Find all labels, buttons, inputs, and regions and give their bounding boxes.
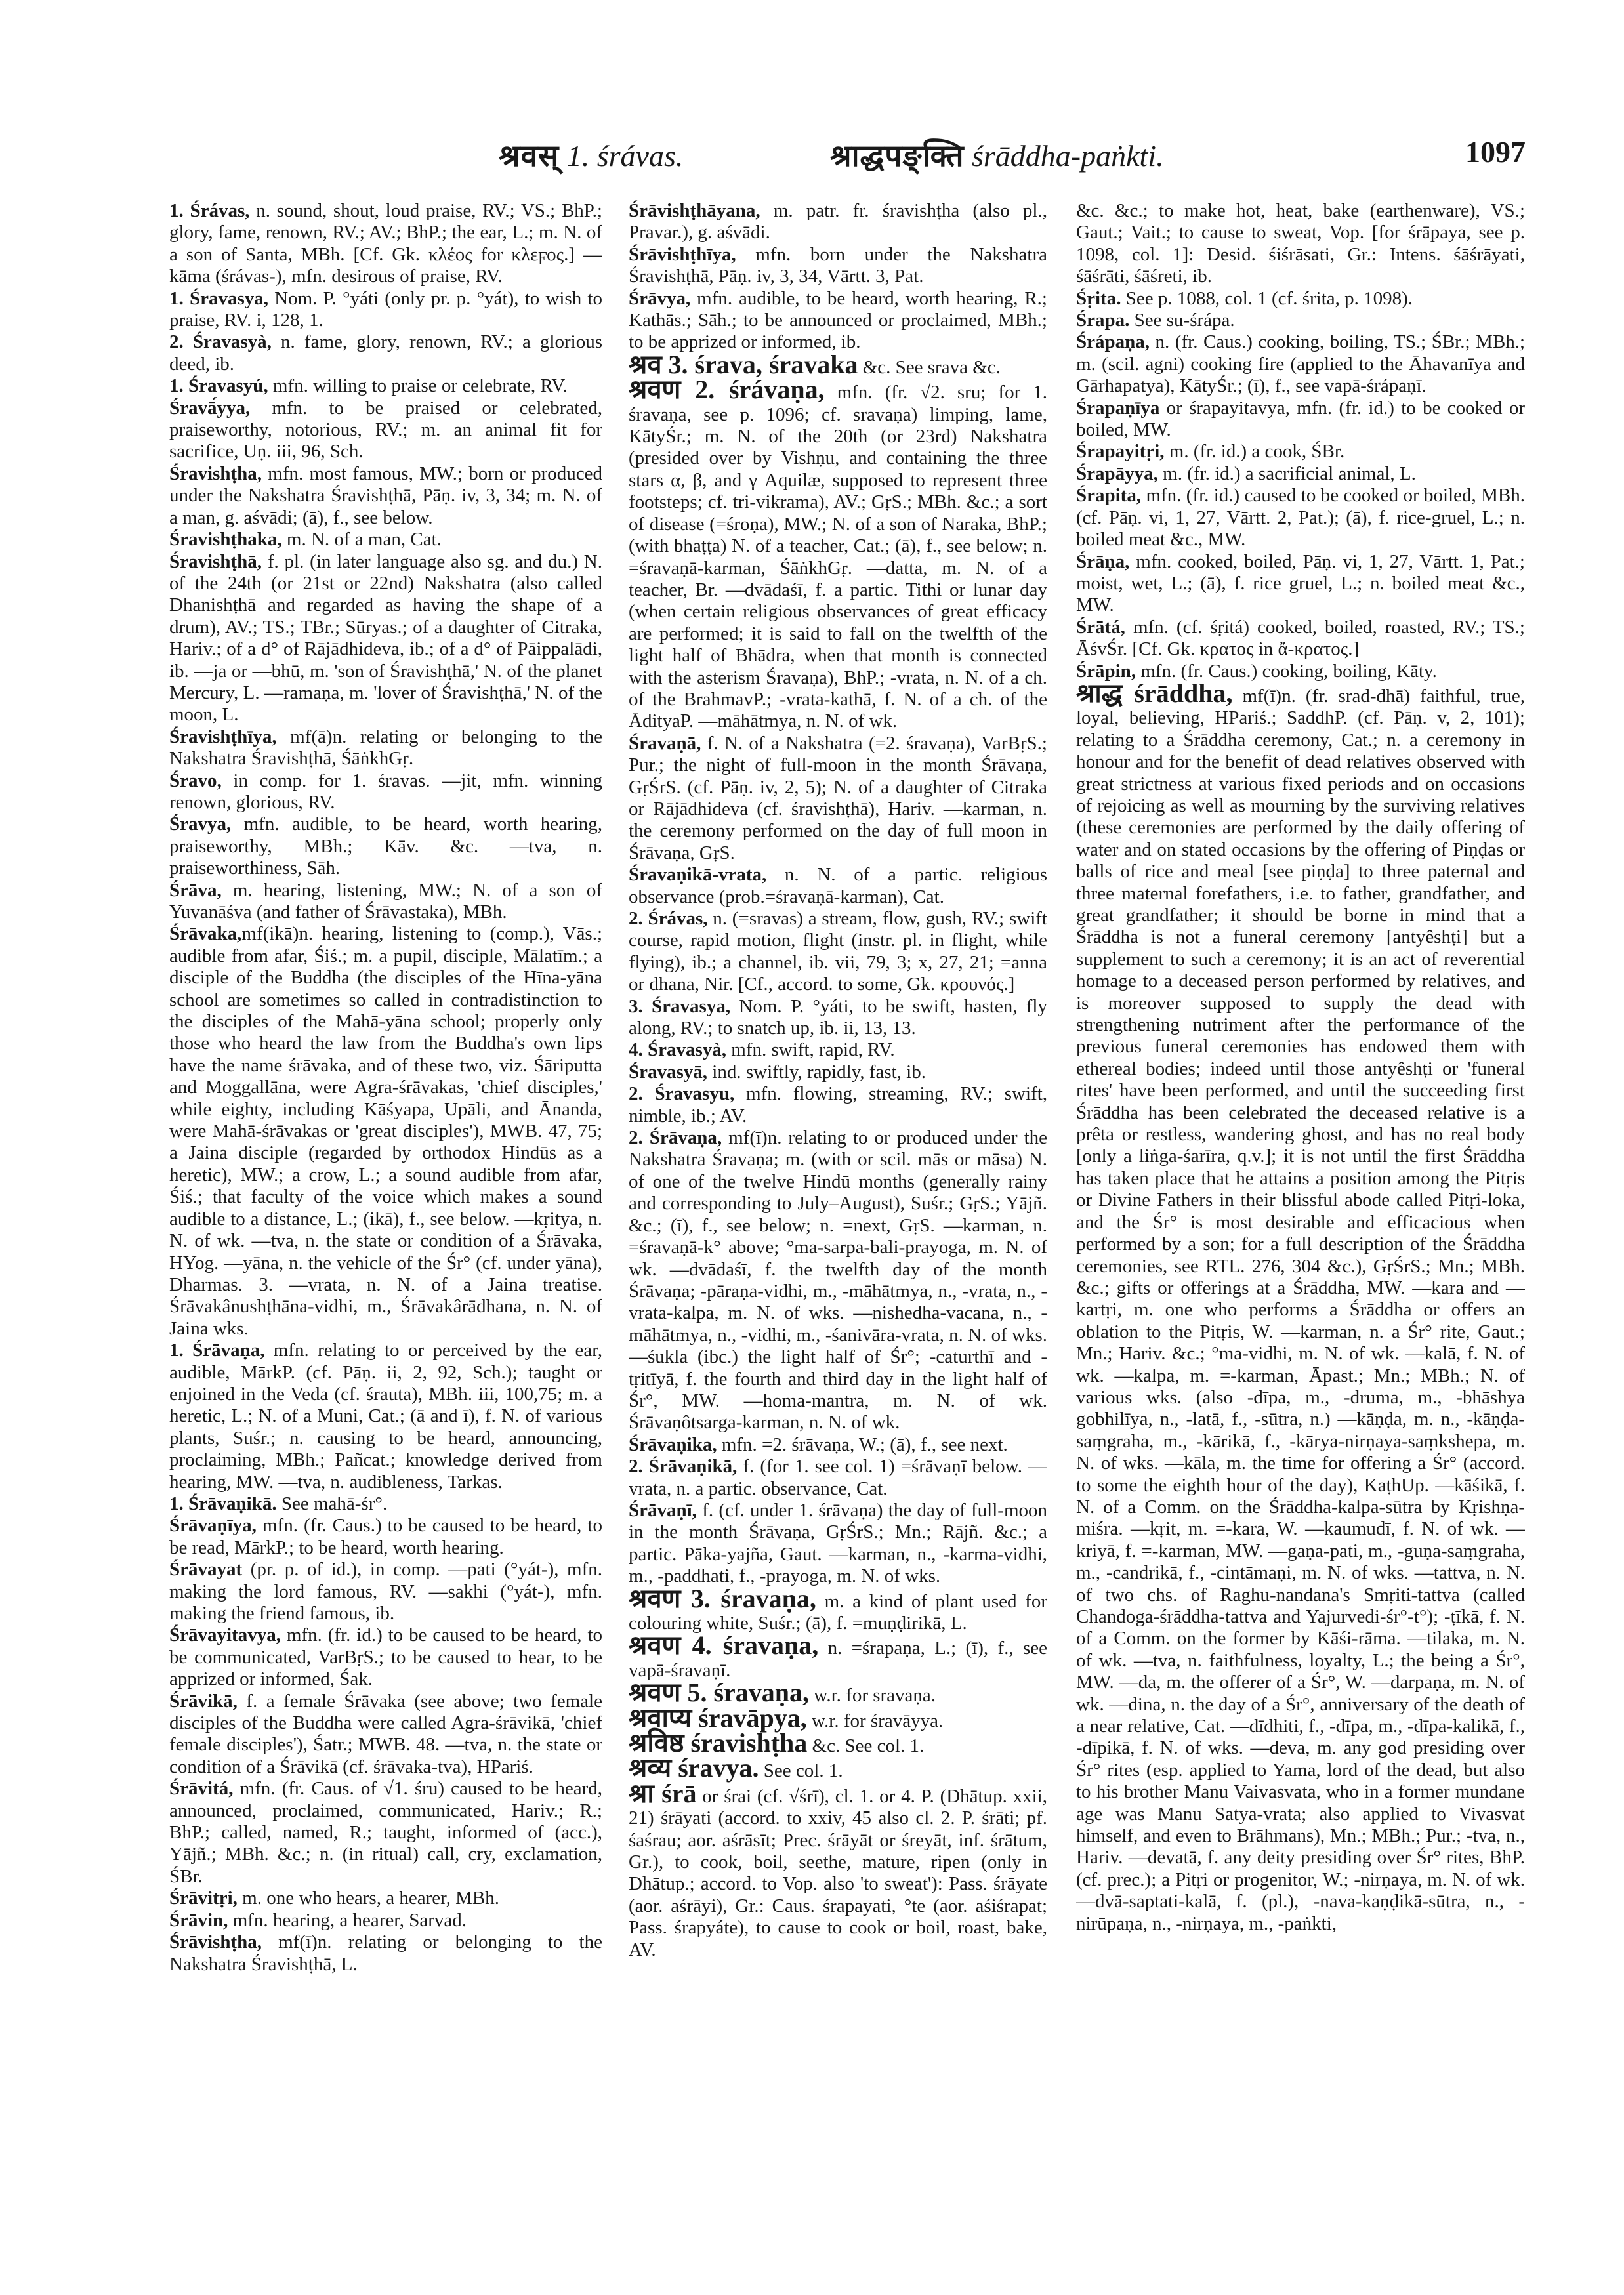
entry-headword: Śṛita.: [1076, 287, 1121, 309]
entry-headword: श्रव 3. śrava, śravaka: [629, 349, 858, 379]
entry-definition: mf(ī)n. (fr. srad-dhā) faithful, true, loyal, believing, HPariś.; SaddhP. (cf. Pāṇ. v, 2, 101); relating to a Śrāddha ceremony, Cat.; n. a ceremony in honour and for the benefit of dead relatives observed with great strictness at various fixed periods and on occasions of rejoicing as well as mourning by the surviving relatives (these ceremonies are performed by the daily offering of water and on stated occasions by the offering of Piṇḍas or balls of rice and meal [see piṇḍa] to three paternal and three maternal forefathers, i.e. to father, grandfather, and great grandfather; it should be borne in mind that a Śrāddha is not a funeral ceremony [antyêshṭi] but a supplement to such a ceremony; it is an act of reverential homage to a deceased person performed by relatives, and is moreover supposed to supply the dead with strengthening nutriment after the performance of the previous funeral ceremonies has endowed them with ethereal bodies; indeed until those antyêshṭi or 'funeral rites' have been performed, and until the succeeding first Śrāddha has been celebrated the deceased relative is a prêta or restless, wandering ghost, and has no real body [only a liṅga-śarīra, q.v.]; it is not until the first Śrāddha has taken place that he attains a position among the Pitṛis or Divine Fathers in their blissful abode called Pitṛi-loka, and the Śr° is most desirable and efficacious when performed by a son; for a full description of the Śrāddha ceremonies, see RTL. 276, 304 &c.), GṛŚrS.; Mn.; MBh. &c.; gifts or offerings at a Śrāddha, MW. —kara and —kartṛi, m. one who performs a Śrāddha or offers an oblation to the Pitṛis, W. —karman, n. a Śr° rite, Gaut.; Mn.; Hariv. &c.; °ma-vidhi, m. N. of wk. —kalā, f. N. of wk. —kalpa, m. =-karman, Āpast.; Mn.; MBh.; N. of various wks. (also -dīpa, m., -druma, m., -bhāshya gobhilīya, n., -latā, f., -sūtra, n.) —kāṇḍa, m. n., -kāṇḍa-saṃgraha, m., -kārikā, f., -kārya-nirṇaya-saṃkshepa, m. N. of wks. —kāla, m. the time for offering a Śr° (accord. to some the eighth hour of the day), KaṭhUp. —kāśikā, f. N. of a Comm. on the Śrāddha-kalpa-sūtra by Kṛishṇa-miśra. —kṛit, m. =-kara, W. —kaumudī, f. N. of wk. —kriyā, f. =-karman, MW. —gaṇa-pati, m., -guṇa-saṃgraha, m., -candrikā, f., -cintāmaṇi, m. N. of wks. —tattva, n. N. of two chs. of Raghu-nandana's Smṛiti-tattva (called Chandoga-śrāddha-tattva and Yajurvedi-śr°-t°); -ṭīkā, f. N. of a Comm. on the former by Kāśi-rāma. —tilaka, m. N. of wk. —tva, n. faithfulness, loyalty, L.; the being a Śr°, MW. —da, m. the offerer of a Śr°, W. —darpaṇa, m. N. of wk. —dina, n. the day of a Śr°, anniversary of the death of a near relative, Cat. —dīdhiti, f., -dīpa, m., -dīpa-kalikā, f., -dīpikā, f. N. of wks. —deva, m. any god presiding over Śr° rites (esp. applied to Yama, lord of the dead, but also to his brother Manu Vaivasvata, who in a former mundane age was Manu Satya-vrata; also applied to Vivasvat himself, and even to Brāhmans), Mn.; MBh.; Pur.; -tva, n., Hariv. —devatā, f. any deity presiding over Śr° rites, BhP. (cf. prec.); a Pitṛi or progenitor, W.; -nirṇaya, m. N. of wk. —dvā-saptati-kalā, f. (pl.), -nava-kaṇḍikā-sūtra, n., -nirūpaṇa, n., -nirṇaya, m., -paṅkti,: [1076, 685, 1525, 1934]
entry-definition: mf(ī)n. relating to or produced under the Nakshatra Śravaṇa; m. (with or scil. mās or māsa) N. of one of the twelve Hindū months (generally rainy and corresponding to July–August), Suśr.; GṛS.; Yājñ. &c.; (ī), f., see below; n. =next, GṛS. —karman, n. =śravaṇā-k° above; °ma-sarpa-bali-prayoga, m. N. of wk. —dvādaśī, f. the twelfth day of the month Śrāvaṇa; -pāraṇa-vidhi, m., -māhātmya, n., -vrata, n., -vrata-kalpa, m. N. of wks. —nishedha-vacana, n., -māhātmya, n., -vidhi, m., -śanivāra-vrata, n. N. of wks. —śukla (ibc.) the light half of Śr°; -caturthī and -tṛitīyā, f. the fourth and third day in the light half of Śr°, MW. —homa-mantra, m. N. of wk. Śrāvaṇôtsarga-karman, n. N. of wk.: [629, 1127, 1047, 1434]
entry-definition: m. (fr. id.) a cook, ŚBr.: [1164, 441, 1345, 463]
entry-definition: mfn. willing to praise or celebrate, RV.: [268, 375, 568, 397]
header-right-devanagari: श्राद्धपङ्क्ति: [830, 139, 965, 173]
dictionary-entry: [629, 1062, 1047, 1083]
header-left-headword: [499, 134, 683, 175]
entry-headword: Śrāvayitavya,: [169, 1624, 281, 1646]
entry-headword: Śravishṭhaka,: [169, 529, 282, 550]
dictionary-entry: [1076, 398, 1525, 442]
entry-definition: n. N. of a partic. religious observance (prob.=śravaṇā-karman), Cat.: [629, 864, 1047, 907]
dictionary-entry: [1076, 200, 1525, 288]
entry-headword: Śrāvishṭhāyana,: [629, 200, 760, 221]
entry-definition: (pr. p. of id.), in comp. —pati (°yát-), mfn. making the lord famous, RV. —sakhi (°yát-), mfn. making the friend famous, ib.: [169, 1559, 602, 1624]
dictionary-entry: [169, 1340, 602, 1493]
header-right-headword: [830, 134, 1164, 175]
entry-definition: w.r. for sravaṇa.: [809, 1685, 936, 1706]
dictionary-entry: [629, 996, 1047, 1040]
entry-headword: Śrāvya,: [629, 287, 691, 309]
entry-definition: m. one who hears, a hearer, MBh.: [237, 1888, 499, 1909]
entry-headword: Śrāvishṭha,: [169, 1932, 262, 1953]
entry-headword: श्राद्ध śrāddha,: [1076, 678, 1233, 708]
entry-definition: See su-śrápa.: [1129, 310, 1235, 331]
entry-definition: n. =śrapaṇa, L.; (ī), f., see vapā-śravaṇī.: [629, 1638, 1047, 1681]
dictionary-entry: [629, 1500, 1047, 1588]
dictionary-entry: [629, 1630, 1047, 1682]
entry-definition: f. (for 1. see col. 1) =śrāvaṇī below. —vrata, n. a partic. observance, Cat.: [629, 1456, 1047, 1499]
dictionary-entry: [629, 200, 1047, 244]
entry-headword: Śravasyā,: [629, 1061, 708, 1083]
entry-headword: Śrapāyya,: [1076, 463, 1158, 484]
dictionary-entry: [629, 1583, 1047, 1635]
entry-headword: Śrātá,: [1076, 616, 1125, 638]
dictionary-entry: [629, 288, 1047, 354]
entry-definition: in comp. for 1. śravas. —jit, mfn. winning renown, glorious, RV.: [169, 770, 602, 813]
entry-definition: m. (fr. id.) a sacrificial animal, L.: [1157, 463, 1416, 484]
dictionary-entry: [169, 1515, 602, 1559]
entry-definition: mf(ā)n. relating or belonging to the Nakshatra Śravishṭhā, ŚāṅkhGṛ.: [169, 726, 602, 770]
dictionary-entry: [169, 375, 602, 397]
entry-definition: n. fame, glory, renown, RV.; a glorious deed, ib.: [169, 331, 602, 375]
entry-headword: श्रव्य śravya.: [629, 1753, 759, 1783]
entry-headword: Śravya,: [169, 814, 232, 835]
entry-definition: m. hearing, listening, MW.; N. of a son of Yuvanāśva (and father of Śrāvastaka), MBh.: [169, 879, 602, 922]
dictionary-entry: [169, 726, 602, 770]
dictionary-entry: [169, 880, 602, 924]
entry-headword: Śravaṇikā-vrata,: [629, 864, 767, 886]
entry-definition: mfn. (fr. Caus. of √1. śru) caused to be heard, announced, proclaimed, communicated, Hariv.; R.; BhP.; called, named, R.; taught, informed of (acc.), Yājñ.; MBh. &c.; n. (in ritual) call, cry, exclamation, ŚBr.: [169, 1778, 602, 1887]
entry-definition: Nom. P. °yáti (only pr. p. °yát), to wish to praise, RV. i, 128, 1.: [169, 287, 602, 331]
entry-headword: Śrāva,: [169, 879, 222, 901]
dictionary-entry: [1076, 463, 1525, 485]
entry-headword: श्रवण 4. śravaṇa,: [629, 1630, 819, 1661]
entry-headword: 1. Śrávas,: [169, 200, 250, 221]
entry-definition: or śrai (cf. √śrī), cl. 1. or 4. P. (Dhātup. xxii, 21) śrāyati (accord. to xxiv, 45 also cl. 2. P. śrāti; pf. śaśrau; aor. aśrāsīt; Prec. śrāyāt or śreyāt, inf. śrātum, Gr.), to cook, boil, seethe, mature, ripen (only in Dhātup.; accord. to Vop. also 'to sweat'): Pass. śrāyate (aor. aśrāyi), Gr.: Caus. śrapayati, °te (aor. aśiśrapat; Pass. śrapyáte), to cause to cook or boil, roast, bake, AV.: [629, 1785, 1047, 1960]
entry-headword: Śrāvitṛi,: [169, 1888, 238, 1909]
entry-headword: श्रा śrā: [629, 1778, 697, 1808]
entry-headword: श्रवण 3. śravaṇa,: [629, 1583, 816, 1613]
entry-definition: n. sound, shout, loud praise, RV.; VS.; BhP.; glory, fame, renown, RV.; AV.; BhP.; the ear, L.; m. N. of a son of Santa, MBh. [Cf. Gk. κλέος for κλεϝος.] —kāma (śrávas-), mfn. desirous of praise, RV.: [169, 200, 602, 287]
dictionary-entry: [169, 1493, 602, 1515]
dictionary-entry: [169, 1778, 602, 1888]
dictionary-entry: [169, 529, 602, 550]
entry-headword: 3. Śravasya,: [629, 995, 731, 1017]
header-left-translit: 1. śrávas.: [566, 139, 684, 173]
dictionary-entry: [1076, 485, 1525, 550]
dictionary-entry: [1076, 288, 1525, 310]
dictionary-entry: [629, 864, 1047, 908]
entry-definition: mfn. born under the Nakshatra Śravishṭhā, Pāṇ. iv, 3, 34, Vārtt. 3, Pat.: [629, 243, 1047, 287]
entry-definition: &c. See col. 1.: [807, 1735, 925, 1757]
page-number: 1097: [1465, 135, 1526, 169]
dictionary-entry: [1076, 310, 1525, 331]
dictionary-entry: [169, 1910, 602, 1932]
dictionary-entry: [169, 200, 602, 288]
dictionary-entry: [169, 814, 602, 879]
entry-headword: श्रविष्ठ śravishṭha: [629, 1728, 808, 1758]
entry-definition: mfn. =2. śrāvaṇa, W.; (ā), f., see next.: [717, 1434, 1008, 1455]
entry-headword: 4. Śravasyà,: [629, 1039, 727, 1061]
entry-definition: mfn. relating to or perceived by the ear, audible, MārkP. (cf. Pāṇ. ii, 2, 92, Sch.); taught or enjoined in the Veda (cf. śrauta), MBh. iii, 100,75; m. a heretic, L.; N. of a Muni, Cat.; (ā and ī), f. N. of various plants, Suśr.; n. causing to be heard, announcing, proclaiming, MBh.; Pañcat.; knowledge derived from hearing, MW. —tva, n. audibleness, Tarkas.: [169, 1340, 602, 1493]
entry-definition: n. (fr. Caus.) cooking, boiling, TS.; ŚBr.; MBh.; m. (scil. agni) cooking fire (applied to the Āhavanīya and Gārhapatya), KātyŚr.; (ī), f., see vapā-śrápaṇī.: [1076, 331, 1525, 397]
dictionary-entry: [1076, 331, 1525, 397]
dictionary-entry: [629, 1039, 1047, 1061]
entry-definition: mf(ikā)n. hearing, listening to (comp.), Vās.; audible from afar, Śiś.; m. a pupil, disciple, Mālatīm.; a disciple of the Buddha (the disciples of the Hīna-yāna school are sometimes so called in contradistinction to the disciples of the Mahā-yāna school; properly only those who heard the law from the Buddha's own lips have the name śrāvaka, and of these two, viz. Śāriputta and Moggallāna, were Agra-śrāvakas, 'chief disciples,' while eighty, including Kāśyapa, Upāli, and Ānanda, were Mahā-śrāvakas or 'great disciples'), MWB. 47, 75; a Jaina disciple (regarded by orthodox Hindūs as a heretic), MW.; a crow, L.; a sound audible from afar, Śiś.; that faculty of the voice which makes a sound audible to a distance, L.; (ikā), f., see below. —kṛitya, n. N. of wk. —tva, n. the state or condition of a Śrāvaka, HYog. —yāna, n. the vehicle of the Śr° (cf. under yāna), Dharmas. 3. —vrata, n. N. of a Jaina treatise. Śrāvakânushṭhāna-vidhi, m., Śrāvakârādhana, n. N. of Jaina wks.: [169, 923, 602, 1339]
entry-headword: Śrāvaka,: [169, 923, 242, 945]
entry-headword: 2. Śravasyà,: [169, 331, 272, 353]
entry-definition: n. (=sravas) a stream, flow, gush, RV.; swift course, rapid motion, flight (instr. pl. in flight, while flying), ib.; a channel, ib. vii, 79, 3; x, 27, 21; =anna or dhana, Nir. [Cf., accord. to some, Gk. κρουνός.]: [629, 908, 1047, 995]
dictionary-entry: [169, 923, 602, 1340]
dictionary-entry: [169, 331, 602, 375]
entry-definition: mfn. (fr. Caus.) to be caused to be heard, to be read, MārkP.; to be heard, worth hearing.: [169, 1515, 602, 1558]
dictionary-entry: [169, 288, 602, 332]
dictionary-entry: [1076, 678, 1525, 1935]
entry-definition: mfn. cooked, boiled, Pāṇ. vi, 1, 27, Vārtt. 1, Pat.; moist, wet, L.; (ā), f. rice gruel, L.; n. boiled meat &c., MW.: [1076, 550, 1525, 616]
dictionary-entry: [629, 244, 1047, 288]
entry-headword: Śrāvayat: [169, 1559, 243, 1581]
dictionary-entry: [169, 551, 602, 726]
entry-definition: mfn. audible, to be heard, worth hearing, R.; Kathās.; Sāh.; to be announced or proclaimed, MBh.; to be apprized or informed, ib.: [629, 287, 1047, 353]
entry-definition: mfn. (cf. śṛitá) cooked, boiled, roasted, RV.; TS.; ĀśvŚr. [Cf. Gk. κρατος in ἄ-κρατος.]: [1076, 616, 1525, 660]
entry-headword: 1. Śrāvaṇikā.: [169, 1493, 277, 1514]
dictionary-entry: [169, 398, 602, 463]
entry-headword: 1. Śrāvaṇa,: [169, 1340, 265, 1361]
entry-headword: Śravishṭha,: [169, 463, 262, 484]
dictionary-entry: [169, 1888, 602, 1909]
entry-definition: See col. 1.: [759, 1760, 843, 1782]
entry-headword: Śravo,: [169, 770, 222, 791]
entry-definition: &c. &c.; to make hot, heat, bake (earthenware), VS.; Gaut.; Vait.; to cause to sweat, Vop. [for śrāpaya, see p. 1098, col. 1]: Desid. śiśrāsati, Gr.: Intens. śāśrāyati, śāśrāti, śāśreti, ib.: [1076, 200, 1525, 287]
dictionary-entry: [629, 908, 1047, 996]
entry-definition: mf(ī)n. relating or belonging to the Nakshatra Śravishṭhā, L.: [169, 1932, 602, 1975]
entry-headword: 2. Śrāvaṇa,: [629, 1127, 722, 1149]
entry-headword: Śrapayitṛi,: [1076, 441, 1165, 463]
dictionary-entry: [629, 1127, 1047, 1434]
entry-headword: Śrapaṇīya: [1076, 397, 1160, 419]
entry-headword: Śrāvitá,: [169, 1778, 234, 1800]
entry-headword: श्रवाप्य śravāpya,: [629, 1703, 807, 1733]
entry-definition: m. a kind of plant used for colouring white, Suśr.; (ā), f. =muṇḍirikā, L.: [629, 1590, 1047, 1634]
entry-headword: Śrāpin,: [1076, 660, 1136, 682]
entry-definition: mfn. hearing, a hearer, Sarvad.: [228, 1909, 467, 1931]
entry-definition: w.r. for śravāyya.: [806, 1710, 944, 1731]
entry-headword: 1. Śravasya,: [169, 287, 268, 309]
entry-definition: mfn. (fr. √2. sru; for 1. śravaṇa, see p. 1096; cf. sravaṇa) limping, lame, KātyŚr.; m. N. of the 20th (or 23rd) Nakshatra (presided over by Vishṇu, and containing the three stars α, β, and γ Aquilæ, supposed to represent three footsteps; cf. tri-vikrama), AV.; GṛS.; MBh. &c.; a sort of disease (=śroṇa), MW.; N. of a son of Naraka, BhP.; (with bhaṭṭa) N. of a teacher, Cat.; (ā), f., see below; n. =śravaṇā-karman, ŚāṅkhGṛ. —datta, m. N. of a teacher, Br. —dvādaśī, f. a partic. Tithi or lunar day (when certain religious observances of great efficacy are performed; it is said to fall on the twelfth of the light half of Bhādra, when that month is connected with the asterism Śravaṇa), BhP.; -vrata, n. N. of a ch. of the BrahmavP.; -vrata-kathā, f. N. of a ch. of the ĀdityaP. —māhātmya, n. N. of wk.: [629, 382, 1047, 732]
header-left-devanagari: श्रवस्: [499, 139, 560, 173]
entry-definition: mfn. (fr. Caus.) cooking, boiling, Kāty.: [1136, 660, 1437, 682]
entry-definition: mfn. flowing, streaming, RV.; swift, nimble, ib.; AV.: [629, 1083, 1047, 1127]
entry-definition: m. N. of a man, Cat.: [281, 529, 442, 550]
dictionary-entry: [629, 733, 1047, 864]
entry-headword: Śravishṭhīya,: [169, 726, 277, 747]
entry-definition: mfn. (fr. id.) caused to be cooked or boiled, MBh. (cf. Pāṇ. vi, 1, 27, Vārtt. 2, Pat.); (ā), f. rice-gruel, L.; n. boiled meat &c., MW.: [1076, 485, 1525, 550]
entry-headword: 2. Śravasyu,: [629, 1083, 735, 1105]
entry-headword: Śravā́yya,: [169, 397, 251, 419]
entry-definition: mfn. most famous, MW.; born or produced under the Nakshatra Śravishṭhā, Pāṇ. iv, 3, 34; m. N. of a man, g. aśvādi; (ā), f., see below.: [169, 463, 602, 528]
entry-definition: f. N. of a Nakshatra (=2. śravaṇa), VarBṛS.; Pur.; the night of full-moon in the month Śrāvaṇa, GṛŚrS. (cf. Pāṇ. iv, 2, 5); N. of a daughter of Citraka or Rājādhideva (cf. śravishṭhā), Hariv. —karman, n. the ceremony performed on the day of full moon in Śrāvaṇa, GṛS.: [629, 732, 1047, 863]
entry-headword: 2. Śrāvaṇikā,: [629, 1456, 738, 1478]
entry-definition: Nom. P. °yáti, to be swift, hasten, fly along, RV.; to snatch up, ib. ii, 13, 13.: [629, 995, 1047, 1039]
entry-headword: Śrāvaṇika,: [629, 1434, 717, 1455]
entry-headword: Śrapa.: [1076, 310, 1130, 331]
entry-definition: mfn. audible, to be heard, worth hearing, praiseworthy, MBh.; Kāv. &c. —tva, n. praiseworthiness, Sāh.: [169, 814, 602, 879]
entry-headword: श्रवण 2. śrávaṇa,: [629, 375, 825, 405]
entry-headword: 2. Śrávas,: [629, 908, 708, 929]
entry-headword: Śrāvaṇīya,: [169, 1515, 257, 1537]
dictionary-entry: [629, 375, 1047, 733]
entry-definition: or śrapayitavya, mfn. (fr. id.) to be cooked or boiled, MW.: [1076, 397, 1525, 441]
entry-definition: mfn. swift, rapid, RV.: [726, 1039, 895, 1061]
entry-headword: Śravaṇā,: [629, 732, 701, 754]
dictionary-entry: [629, 1083, 1047, 1127]
dictionary-entry: [629, 1434, 1047, 1456]
dictionary-entry: [169, 463, 602, 529]
dictionary-entry: [629, 1778, 1047, 1961]
entry-headword: Śrāvishṭhīya,: [629, 243, 736, 265]
dictionary-entry: [169, 1559, 602, 1624]
entry-definition: m. patr. fr. śravishṭha (also pl., Pravar.), g. aśvādi.: [629, 200, 1047, 243]
column-2: [629, 200, 1047, 2267]
entry-definition: f. a female Śrāvaka (see above; two female disciples of the Buddha were called Agra-śrāvikā, 'chief female disciples'), Śatr.; MWB. 48. —tva, n. the state or condition of a Śrāvikā (cf. śrāvaka-tva), HPariś.: [169, 1690, 602, 1777]
entry-definition: f. (cf. under 1. śrāvaṇa) the day of full-moon in the month Śrāvaṇa, GṛŚrS.; Mn.; Rājñ. &c.; a partic. Pāka-yajña, Gaut. —karman, n., -karma-vidhi, m., -paddhati, f., -prayoga, m. N. of wks.: [629, 1499, 1047, 1587]
entry-definition: mfn. (fr. id.) to be caused to be heard, to be communicated, VarBṛS.; to be caused to hear, to be apprized or informed, Śak.: [169, 1624, 602, 1690]
entry-definition: mfn. to be praised or celebrated, praiseworthy, notorious, RV.; m. an animal fit for sacrifice, Uṇ. iii, 96, Sch.: [169, 397, 602, 463]
entry-headword: Śravishṭhā,: [169, 550, 262, 572]
entry-definition: See p. 1088, col. 1 (cf. śrita, p. 1098).: [1121, 287, 1413, 309]
dictionary-entry: [169, 1932, 602, 1975]
entry-definition: See mahā-śr°.: [276, 1493, 388, 1514]
entry-definition: &c. See srava &c.: [858, 356, 1001, 378]
entry-headword: 1. Śravasyú,: [169, 375, 268, 397]
entry-headword: Śrāvaṇī,: [629, 1499, 697, 1521]
header-right-translit: śrāddha-paṅkti.: [971, 139, 1164, 173]
dictionary-entry: [1076, 441, 1525, 463]
column-3: [1076, 200, 1525, 2267]
entry-definition: ind. swiftly, rapidly, fast, ib.: [707, 1061, 926, 1083]
entry-headword: Śrāṇa,: [1076, 550, 1130, 572]
dictionary-entry: [1076, 617, 1525, 661]
entry-headword: Śrapita,: [1076, 485, 1142, 507]
entry-headword: Śrāvikā,: [169, 1690, 238, 1712]
column-1: [169, 200, 602, 2267]
dictionary-entry: [629, 1456, 1047, 1500]
dictionary-entry: [1076, 551, 1525, 617]
dictionary-entry: [169, 770, 602, 814]
dictionary-entry: [169, 1691, 602, 1779]
entry-headword: Śrápaṇa,: [1076, 331, 1150, 353]
page-header: [0, 134, 1624, 174]
entry-headword: श्रवण 5. śravaṇa,: [629, 1678, 810, 1708]
entry-headword: Śrāvin,: [169, 1909, 228, 1931]
entry-definition: f. pl. (in later language also sg. and du.) N. of the 24th (or 21st or 22nd) Nakshatra (also called Dhanishṭhā and regarded as having the shape of a drum), AV.; TS.; TBr.; Sūryas.; of a daughter of Citraka, Hariv.; of a d° of Rājādhideva, ib.; of a d° of Pāippalādi, ib. —ja or —bhū, m. 'son of Śravishṭhā,' N. of the planet Mercury, L. —ramaṇa, m. 'lover of Śravishṭhā,' N. of the moon, L.: [169, 550, 602, 726]
dictionary-entry: [169, 1624, 602, 1690]
